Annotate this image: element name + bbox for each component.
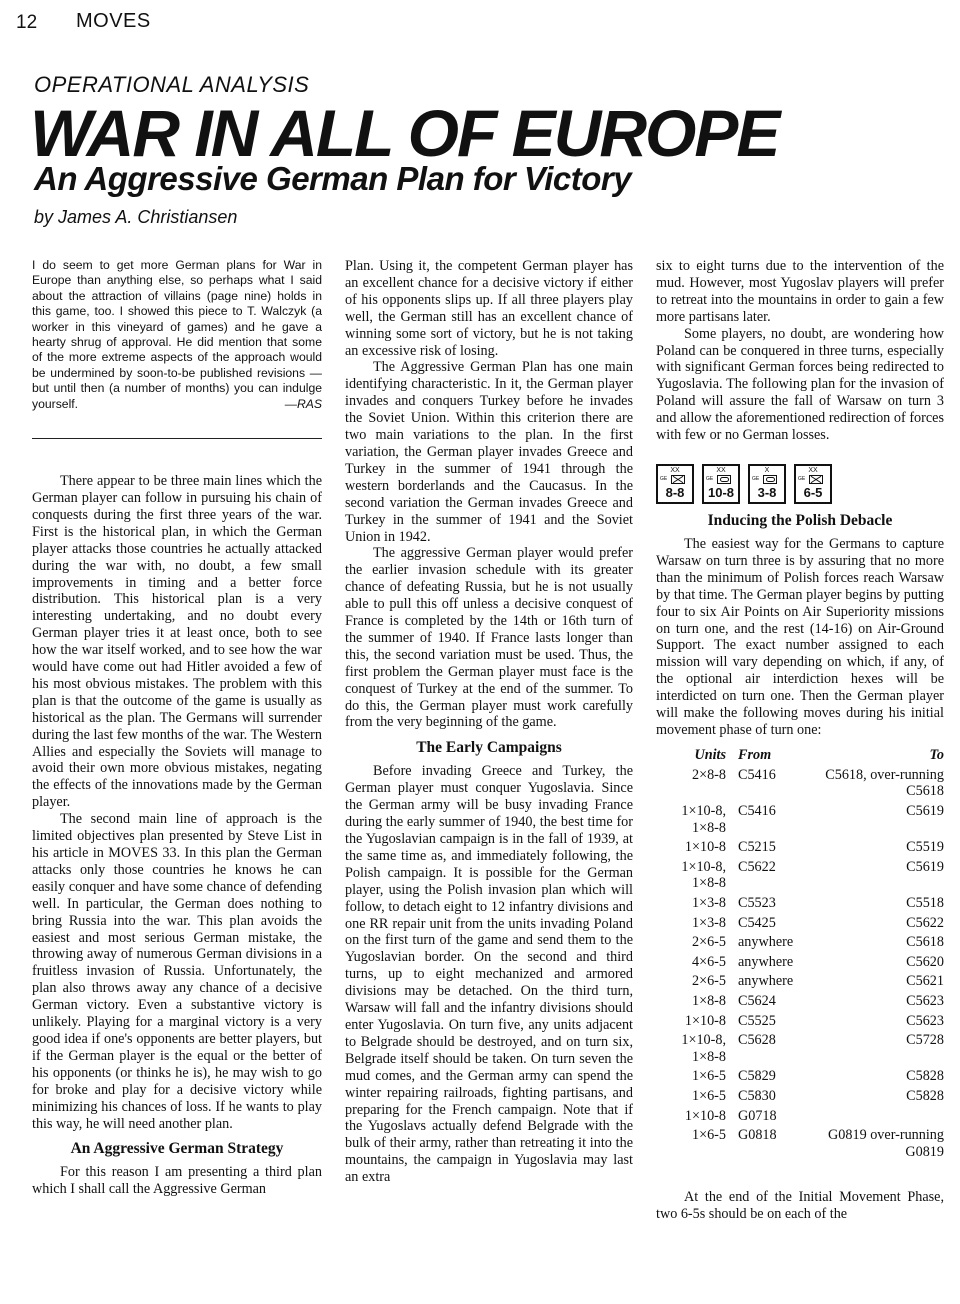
unit-strength: 6-5 <box>803 484 823 500</box>
cell-from: C5830 <box>738 1087 776 1104</box>
cell-to: C5623 <box>906 992 944 1009</box>
table-header-row <box>656 747 944 767</box>
unit-size-label: XX <box>716 466 726 474</box>
cell-units: 1×10-8, 1×8-8 <box>681 803 726 836</box>
column-header-units: Units <box>694 746 726 763</box>
cell-to: C5621 <box>906 973 944 990</box>
cell-to: C5618 <box>906 934 944 951</box>
table-row <box>656 895 944 915</box>
unit-size-label: XX <box>808 466 818 474</box>
byline: by James A. Christiansen <box>34 207 238 227</box>
cell-from: G0818 <box>738 1127 777 1144</box>
page-number: 12 <box>16 12 38 33</box>
intro-signature: —RAS <box>284 396 322 411</box>
table-row <box>656 859 944 895</box>
magazine-header: MOVES <box>76 10 151 32</box>
table-row <box>656 1032 944 1068</box>
table-row <box>656 1108 944 1128</box>
unit-size-label: X <box>764 466 770 474</box>
table-row <box>656 767 944 803</box>
article-title: WAR IN ALL OF EUROPE <box>30 96 779 170</box>
paragraph: The second main line of approach is the limited objectives plan presented by Steve List in his article in MOVES 33. In this plan the German attacks only those countries he knows he can easily conquer and have some chance of defending well. In particular, the German does nothing to bring Russia into the war. This plan avoids the easiest and most serious German mistake, the throwing away of numerous German divisions in a fruitless invasion of Russia. Unfortunately, the plan also throws away any chance of a decisive German victory. Even a substantive victory is unlikely. Playing for a marginal victory is a very good idea if one's opponents are better players, but if the German player is the equal or the better of his opponents (or thinks he is), he may wish to go for broke and play for a decisive victory while minimizing his chances of loss. If he wants to play this way, he will need another plan. <box>32 811 322 1132</box>
article-subtitle: An Aggressive German Plan for Victory <box>34 160 632 197</box>
paragraph: There appear to be three main lines which the German player can follow in pursuing his chain of conquests during the first three years of the war. First is the historical plan, in which the German player attacks those countries he actually attacked during the war with, no doubt, a few small improvements in timing and a better force distribution. This historical plan is a very interesting undertaking, and no doubt every German player tries it at least once, both to see how the war itself worked, and to see how the war would have come out had Hitler avoided a few of his most obvious mistakes. The problem with this plan is that the outcome of the game is usually as historical as the plan. The Germans will surrender during the last few months of the war. The Western Allies and especially the Soviets will manage to avoid their own more obvious mistakes, negating the effects of the innovations made by the German player. <box>32 473 322 811</box>
cell-units: 1×6-5 <box>691 1087 726 1104</box>
cell-units: 1×3-8 <box>691 914 726 931</box>
unit-strength: 10-8 <box>707 484 735 500</box>
section-heading: Inducing the Polish Debacle <box>707 511 893 529</box>
cell-to: C5828 <box>906 1068 944 1085</box>
unit-nationality: GE <box>660 475 668 482</box>
table-row <box>656 954 944 974</box>
cell-units: 1×10-8 <box>684 839 726 856</box>
cell-from: anywhere <box>738 934 794 951</box>
infantry-symbol-icon <box>809 475 823 484</box>
cell-to: C5828 <box>906 1087 944 1104</box>
table-row <box>656 1127 944 1163</box>
intro-text: I do seem to get more German plans for War in Europe than anything else, so perhaps what I said about the attraction of villains (page nine) holds in this game, too. I showed this piece to T. Walczyk (a worker in this vineyard of games) and he gave a hearty shrug of approval. He did mention that some of the more extreme aspects of the approach would be undermined by soon-to-be published revisions — but until then (a number of months) you can indulge yourself. <box>32 258 322 411</box>
column-header-from: From <box>738 746 772 763</box>
cell-to: C5519 <box>906 839 944 856</box>
unit-counter-icon <box>702 464 740 504</box>
cell-to: C5619 <box>906 858 944 875</box>
cell-to <box>818 1108 944 1128</box>
cell-units: 1×10-8, 1×8-8 <box>681 858 726 892</box>
unit-counter-icon <box>748 464 786 504</box>
table-row <box>656 1088 944 1108</box>
paragraph: The aggressive German player would prefer the earlier invasion schedule with its greater chance of defeating Russia, but he is not usually able to pull this off unless a decisive conquest of France is completed by the 14th or 16th turn of the summer of 1940. If France lasts longer than this, the second variation must be used. Thus, the first problem the German player must face is the conquest of Turkey at the end of the summer. To do this, the German player must work carefully from the very beginning of the game. <box>345 545 633 731</box>
cell-to: C5728 <box>906 1032 944 1049</box>
editor-intro <box>32 258 322 412</box>
armor-symbol-icon <box>717 475 731 484</box>
cell-from: anywhere <box>738 953 794 970</box>
paragraph: For this reason I am presenting a third plan which I shall call the Aggressive German <box>32 1164 322 1198</box>
armor-symbol-icon <box>763 475 777 484</box>
cell-from: C5523 <box>738 895 776 911</box>
cell-units: 2×6-5 <box>691 973 726 990</box>
cell-from: C5624 <box>738 992 776 1009</box>
unit-counters <box>656 464 944 504</box>
section-kicker: OPERATIONAL ANALYSIS <box>34 72 310 97</box>
cell-units: 1×10-8, 1×8-8 <box>681 1032 726 1065</box>
paragraph: Plan. Using it, the competent German player has an excellent chance for a decisive victory if either of his opponents slips up. If all three players play well, the German still has an excellent chance of winning some sort of victory, but he is not taking an excessive risk of losing. <box>345 258 633 359</box>
cell-to: C5623 <box>906 1012 944 1029</box>
moves-table <box>656 747 944 1163</box>
cell-units: 1×10-8 <box>684 1107 726 1124</box>
cell-from: C5215 <box>738 839 776 856</box>
table-row <box>656 934 944 954</box>
unit-nationality: GE <box>706 475 714 482</box>
cell-units: 2×6-5 <box>691 934 726 951</box>
infantry-symbol-icon <box>671 475 685 484</box>
cell-from: C5416 <box>738 766 776 783</box>
unit-nationality: GE <box>798 475 806 482</box>
table-row <box>656 803 944 839</box>
divider-rule <box>32 438 322 439</box>
table-row <box>656 839 944 859</box>
table-row <box>656 1068 944 1088</box>
cell-to: C5618, over-running C5618 <box>825 766 944 800</box>
paragraph: The Aggressive German Plan has one main identifying characteristic. In it, the German player invades and conquers Turkey before he invades the Soviet Union. Within this criterion there are two main variations to the plan. In the first variation, the German player invades Greece and Turkey in the summer of 1941 through the western borderlands and the Caucasus. In the second variation the German invades Greece and Turkey in the summer of 1941 and the Soviet Union in 1942. <box>345 359 633 545</box>
cell-units: 1×3-8 <box>691 895 726 911</box>
cell-from: G0718 <box>738 1107 777 1124</box>
cell-units: 1×8-8 <box>691 992 726 1009</box>
table-row <box>656 973 944 993</box>
table-row <box>656 1013 944 1033</box>
cell-from: C5829 <box>738 1068 776 1085</box>
unit-strength: 3-8 <box>757 484 777 500</box>
section-heading: An Aggressive German Strategy <box>70 1140 284 1158</box>
cell-to: C5518 <box>906 895 944 911</box>
section-heading: The Early Campaigns <box>416 739 562 757</box>
unit-size-label: XX <box>670 466 680 474</box>
paragraph: The easiest way for the Germans to capture Warsaw on turn three is by assuring that no more than the minimum of Polish forces reach Warsaw by that time. The German player begins by putting four to six Air Points on Air Superiority missions on turn one, and the rest (14-16) on Air-Ground Support. The exact number assigned to each mission will vary depending on which, if any, of the optional air interdiction hexes will be interdicted on turn one. Then the German player will make the following moves during his initial movement phase of turn one: <box>656 535 944 738</box>
paragraph: Some players, no doubt, are wondering how Poland can be conquered in three turns, especially with significant German forces being redirected to Yugoslavia. The following plan for the invasion of Poland will assure the fall of Warsaw on turn 3 and allow the aforementioned redirection of forces with few or no German losses. <box>656 325 944 444</box>
cell-from: C5425 <box>738 914 776 931</box>
unit-strength: 8-8 <box>665 484 685 500</box>
cell-to: C5620 <box>906 953 944 970</box>
cell-units: 1×6-5 <box>691 1127 726 1144</box>
cell-units: 2×8-8 <box>691 766 726 783</box>
paragraph: six to eight turns due to the intervention of the mud. However, most Yugoslav players will prefer to retreat into the mountains in order to gain a few more partisans later. <box>656 258 944 325</box>
unit-counter-icon <box>794 464 832 504</box>
cell-to: C5619 <box>906 803 944 820</box>
column-header-to: To <box>929 746 944 763</box>
cell-units: 1×10-8 <box>684 1012 726 1029</box>
table-row <box>656 915 944 935</box>
paragraph: Before invading Greece and Turkey, the German player must conquer Yugoslavia. Since the German army will be busy invading France during the early summer of 1940, the best time for the Yugoslavian campaign is in the fall of 1939, at the same time as, and immediately following, the Polish campaign. It is possible for the German player, using the Polish invasion plan which will follow, to detach eight to 12 infantry divisions and one RR repair unit from the units invading Poland on the first turn of the game and send them to the Yugoslavian border. On the second and third turns, up to eight mechanized and armored divisions may be detached. On the third turn, Warsaw will fall and the infantry divisions should enter Yugoslavia. On turn five, any units adjacent to Belgrade should be destroyed, and on turn six, Belgrade itself should be taken. On turn seven the mud comes, and the German army can spend the winter repairing railroads, fighting partisans, and preparing for the French campaign. Note that if the Yugoslavs actually defend Belgrade with the bulk of their army, rather than retreating it into the mountains, the campaign in Yugoslavia may last an extra <box>345 763 633 1186</box>
cell-from: anywhere <box>738 973 794 990</box>
cell-from: C5628 <box>738 1032 776 1049</box>
column-1 <box>32 258 322 1198</box>
cell-units: 1×6-5 <box>691 1068 726 1085</box>
cell-to: G0819 over-running G0819 <box>828 1127 944 1160</box>
paragraph: At the end of the Initial Movement Phase, two 6-5s should be on each of the <box>656 1189 944 1223</box>
cell-to: C5622 <box>906 914 944 931</box>
cell-from: C5525 <box>738 1012 776 1029</box>
cell-units: 4×6-5 <box>691 953 726 970</box>
cell-from: C5416 <box>738 803 776 820</box>
cell-from: C5622 <box>738 858 776 875</box>
table-row <box>656 993 944 1013</box>
moves-table-body <box>656 767 944 1163</box>
column-2 <box>345 258 633 1186</box>
column-3 <box>656 258 944 1223</box>
unit-nationality: GE <box>752 475 760 482</box>
unit-counter-icon <box>656 464 694 504</box>
